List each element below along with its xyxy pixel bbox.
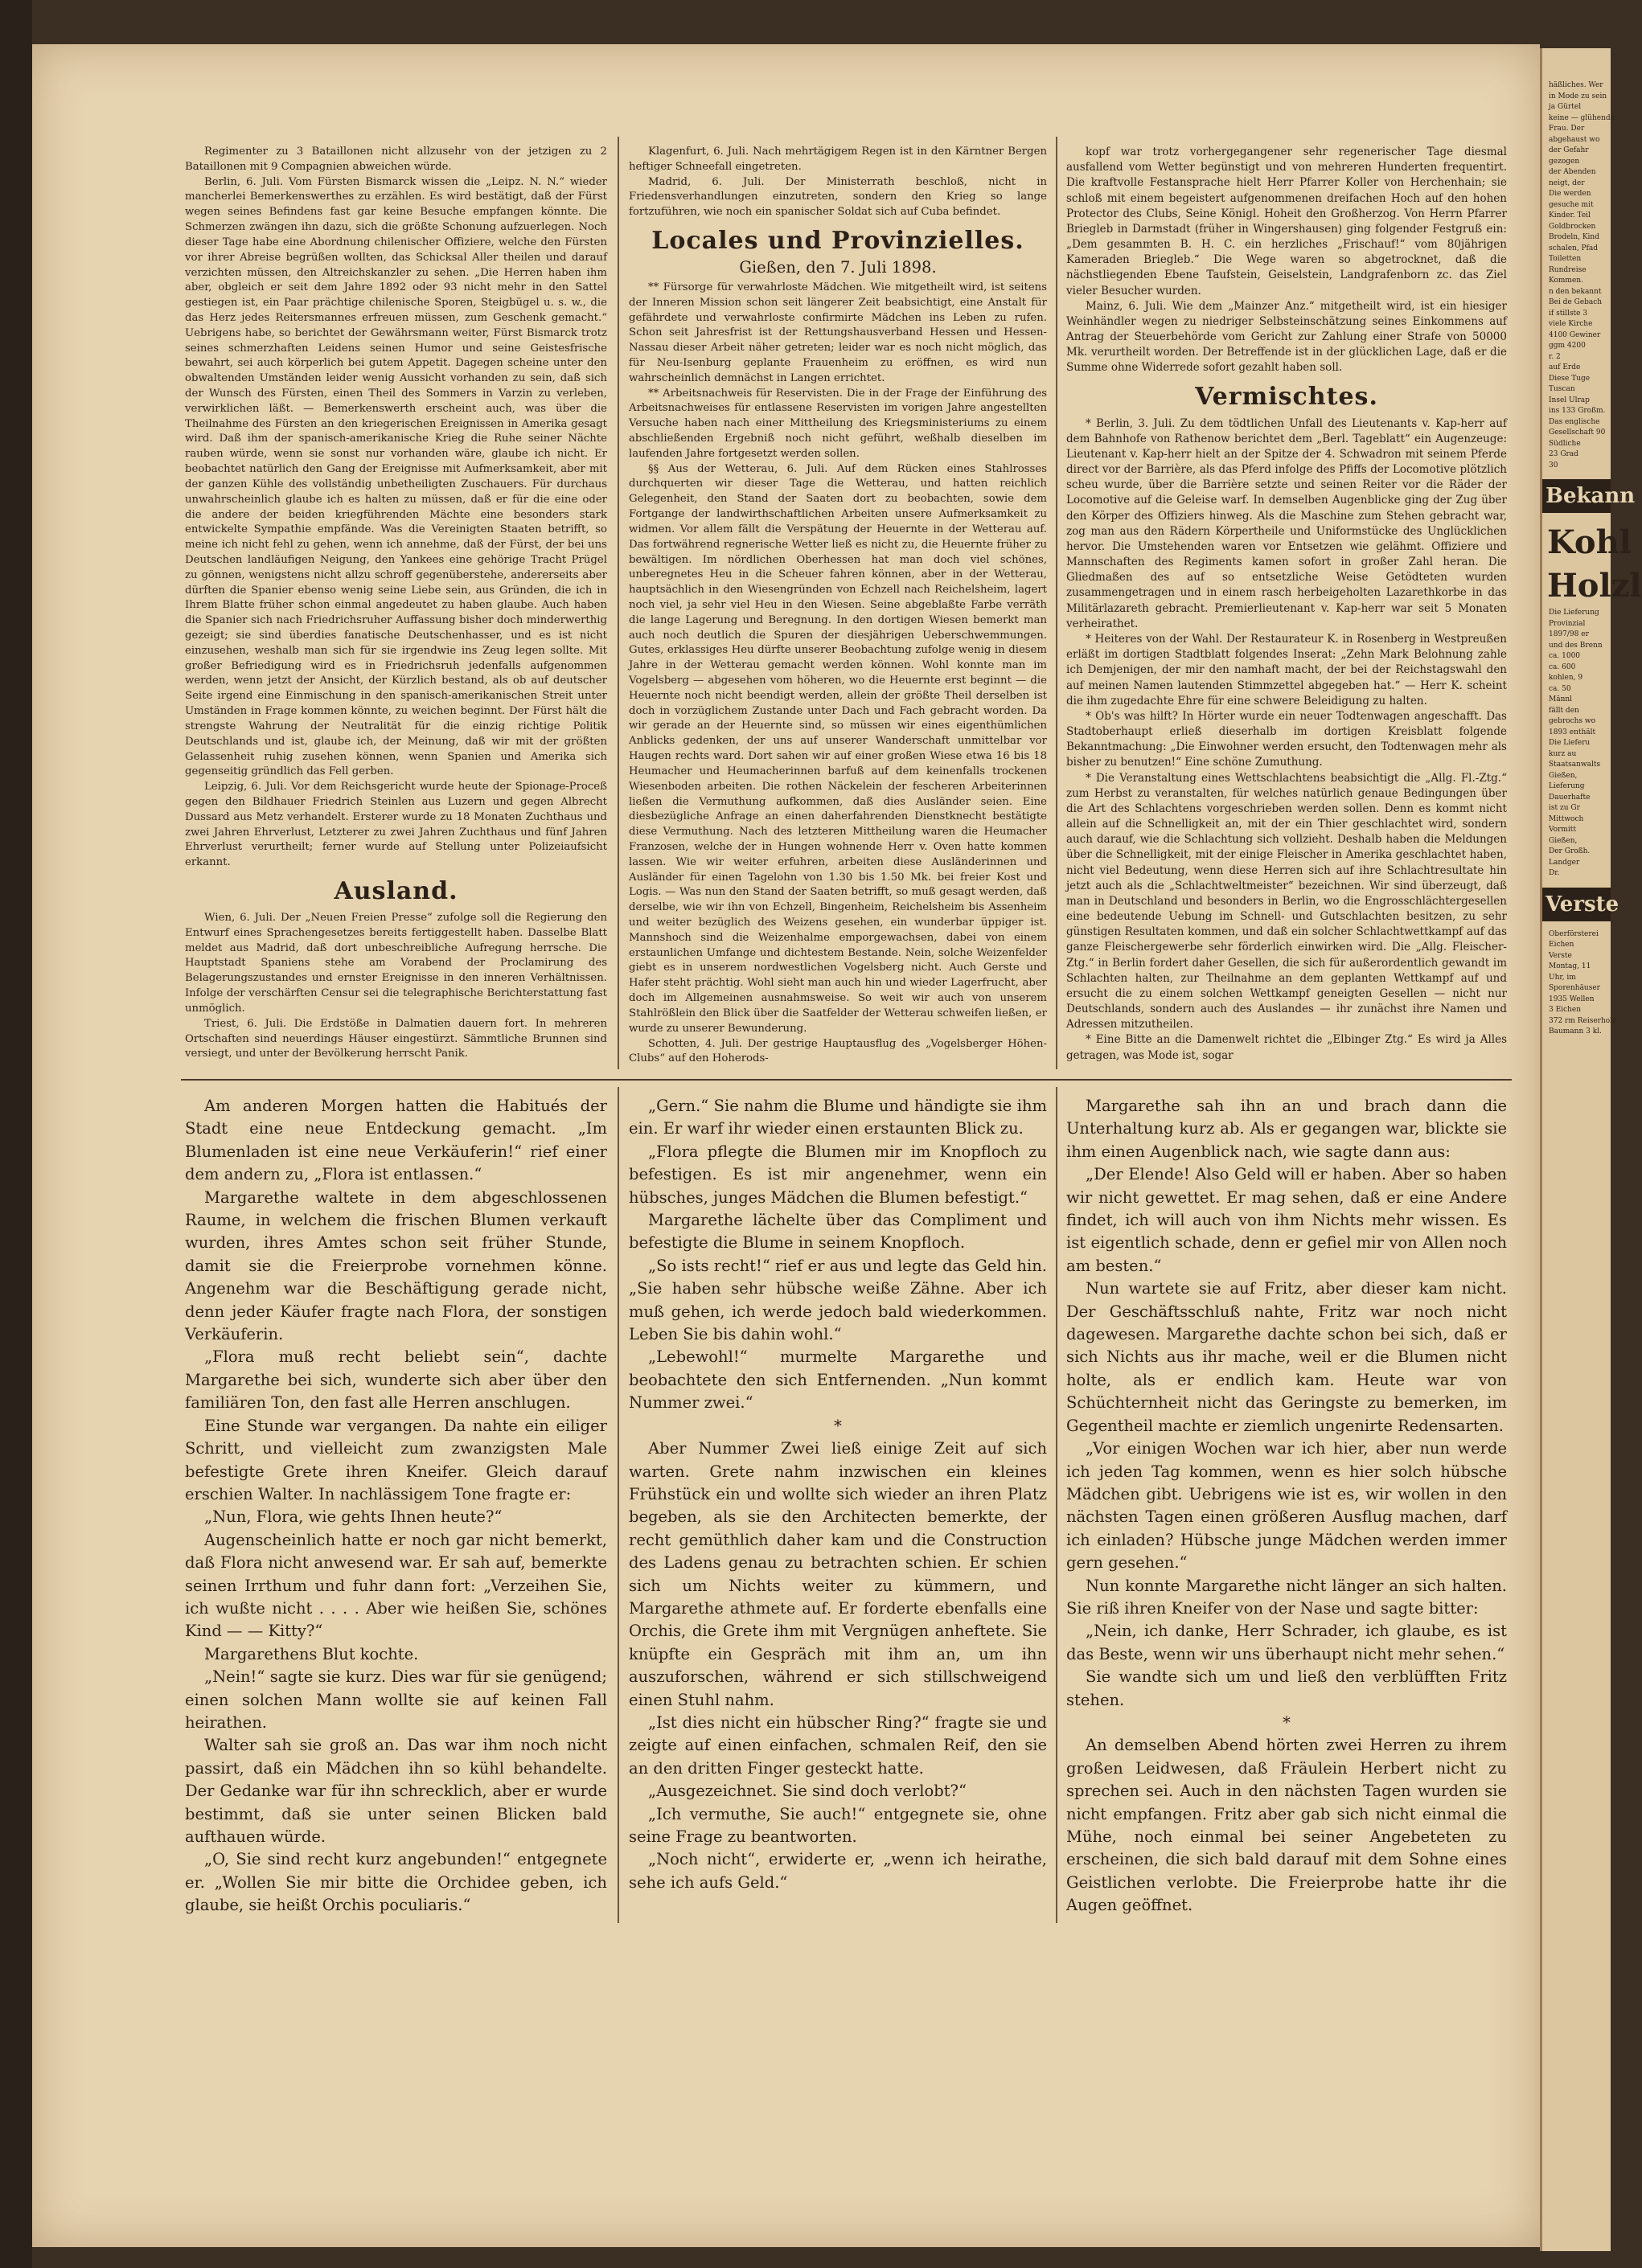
next-page-line: Sporenhäuser <box>1549 984 1600 992</box>
next-page-line: ist zu Gr <box>1549 804 1580 812</box>
next-page-line: der Gefahr <box>1549 146 1589 154</box>
story-paragraph: Margarethe lächelte über das Compliment und befestigte die Blume in seinem Knopfloch. <box>629 1211 1047 1253</box>
article-paragraph: Leipzig, 6. Juli. Vor dem Reichsgericht wurde heute der Spionage-Proceß gegen den Bildhauer Friedrich Steinlen aus Luzern und gegen Albrecht Dussard aus Metz verhandelt. Ersterer wurde zu 18 Monaten Zuchthaus und zwei Jahren Ehrverlust, Letzterer zu zwei Jahren Zuchthaus und fünf Jahren Ehrverlust verurtheilt; ferner wurde auf Stellung unter Polizeiaufsicht erkannt. <box>185 781 607 869</box>
next-page-line: ja Gürtel <box>1549 103 1582 111</box>
next-page-line: Provinzial <box>1549 619 1586 628</box>
next-page-line: schalen, Pfad <box>1549 244 1599 252</box>
story-paragraph: „O, Sie sind recht kurz angebunden!“ entgegnete er. „Wollen Sie mir bitte die Orchidee geben, ich glaube, sie heißt Orchis poculiaris.“ <box>185 1850 607 1915</box>
next-page-line: häßliches. Wer <box>1549 81 1603 89</box>
next-page-line: Goldbrocken <box>1549 222 1596 231</box>
article-paragraph: §§ Aus der Wetterau, 6. Juli. Auf dem Rücken eines Stahlrosses durchquerten wir dieser Tage die Wetterau, und hatten reichlich Gelegenheit, den Stand der Saaten dort zu beobachten, sowie dem Fortgange der landwirthschaftlichen Arbeiten unsere Aufmerksamkeit zu widmen. Vor allem fällt die Verspätung der Heuernte in der Wetterau auf. Das fortwährend regnerische Wetter ließ es nicht zu, die Heuernte früher zu bewältigen. Im nördlichen Oberhessen hat man doch viel schönes, unberegnetes Heu in die Scheuer fahren können, aber in der Wetterau, hauptsächlich in den Wiesengründen von Echzell nach Reichelsheim, lagert noch viel, ja sehr viel Heu in den Wiesen. Seine abgeblaßte Farbe verräth die lange Lagerung und Beregnung. In den dortigen Wiesen bemerkt man auch noch deutlich die Spuren der diesjährigen Ueberschwemmungen. Gutes, erklassiges Heu dürfte unserer Beobachtung zufolge wenig in diesem Jahre in der Wetterau gemacht werden können. Wohl konnte man im Vogelsberg — abgesehen vom höheren, wo die Heuernte erst beginnt — die Heuernte noch nicht beendigt werden, allein der größte Theil derselben ist doch in vorzüglichem Zustande unter Dach und Fach gebracht worden. Da wir gerade an der Heuernte sind, so müssen wir eines eigenthümlichen Anblicks gedenken, der uns auf unserer Wanderschaft unmittelbar vor Haugen rechts ward. Dort sahen wir auf einer großen Wiese etwa 16 bis 18 Heumacher und Heumacherinnen barfuß auf dem keinenfalls trockenen Wiesenboden arbeiten. Die rothen Näckelein der fescheren Arbeiterinnen ließen die Vermuthung aufkommen, daß dies Ausländer seien. Eine diesbezügliche Anfrage an einen daherfahrenden Dienstknecht bestätigte diese Vermuthung. Nach des letzteren Mittheilung waren die Heumacher Franzosen, welche der in Hungen wohnende Herr v. Oven hatte kommen lassen. Wie wir weiter erfuhren, arbeiten diese Ausländerinnen und Ausländer für einen Tagelohn von 1.30 bis 1.50 Mk. bei freier Kost und Logis. — Was nun den Stand der Saaten betrifft, so muß gesagt werden, daß derselbe, wie wir ihn von Echzell, Bingenheim, Reichelsheim bis Assenheim und weiter bezüglich des Weizens gesehen, ein wunderbar üppiger ist. Mannshoch sind die Weizenhalme emporgewachsen, dabei von einem erstaunlichen Umfange und dichtestem Bestande. Nein, solche Weizenfelder giebt es in unserem nordwestlichen Vogelsberg nicht. Auch Gerste und Hafer steht prächtig. Wohl sieht man auch hin und wieder Lagerfrucht, aber doch im Allgemeinen ausnahmsweise. So weit wir auch von unserem Stahlrößlein den Blick über die Saatfelder der Wetterau schweifen ließen, er wurde zu unserer Bewunderung. <box>629 462 1047 1035</box>
story-paragraph: Augenscheinlich hatte er noch gar nicht bemerkt, daß Flora nicht anwesend war. Er sah auf, bemerkte seinen Irrthum und fuhr dann fort: „Verzeihen Sie, ich wußte nicht . . . . Aber wie heißen Sie, schönes Kind — — Kitty?“ <box>185 1530 607 1641</box>
story-paragraph: Walter sah sie groß an. Das war ihm noch nicht passirt, daß ein Mädchen ihn so kühl behandelte. Der Gedanke war für ihn schrecklich, aber er wurde bestimmt, daß sie unter seinen Blicken bald aufthauen würde. <box>185 1736 607 1846</box>
next-page-line: 30 <box>1549 461 1558 470</box>
next-page-line: Verste <box>1549 951 1572 960</box>
dateline: Gießen, den 7. Juli 1898. <box>739 258 937 277</box>
feuilleton-divider <box>181 1079 1512 1081</box>
story-paragraph: Eine Stunde war vergangen. Da nahte ein eiliger Schritt, und vielleicht zum zwanzigsten Male befestigte Grete ihren Kneifer. Gleich darauf erschien Walter. In nachlässigem Tone fragte er: <box>185 1416 607 1503</box>
next-page-line: Gesellschaft 90 <box>1549 429 1606 437</box>
next-page-line: Rundreise <box>1549 265 1587 274</box>
story-paragraph: Nun wartete sie auf Fritz, aber dieser kam nicht. Der Geschäftsschluß nahte, Fritz war noch nicht dagewesen. Margarethe dachte schon bei sich, daß er sich Nichts aus ihr mache, weil er die Blumen nicht holte, als er endlich kam. Heute war von Schüchternheit nicht das Geringste zu bemerken, im Gegentheil machte er ziemlich ungenirte Redensarten. <box>1066 1279 1507 1435</box>
next-page-line: neigt, der <box>1549 178 1585 187</box>
article-paragraph: * Die Veranstaltung eines Wettschlachtens beabsichtigt die „Allg. Fl.-Ztg.“ zum Herbst zu veranstalten, für welches natürlich genaue Bedingungen über die Art des Schlachtens vorgeschrieben werden sollen. Denn es kommt nicht allein auf die Schnelligkeit an, mit der ein Thier geschlachtet wird, sondern auch darauf, wie die Schlachtung sich vollzieht. Deshalb haben die Meldungen über die Schnelligkeit, mit der einige Fleischer in Amerika geschlachtet haben, nicht viel Bedeutung, wenn diese Herren sich auf ihre Schlachtresultate hin jetzt auch als die „Schlachtweltmeister“ bezeichnen. Wir sind überzeugt, daß man in Deutschland und besonders in Berlin, wo die Engrosschlächtergesellen eine bedeutende Uebung im Schnell- und Gutschlachten besitzen, zu sehr günstigen Resultaten kommen, und daß ein solcher Schlachtwettkampf auf das ganze Fleischergewerbe sehr förderlich einwirken wird. Die „Allg. Fleischer-Ztg.“ in Berlin fordert daher Gesellen, die sich für außerordentlich gewandt im Schlachten halten, zur Theilnahme an dem geplanten Wettkampf auf und ersucht die zu einem solchen Wettkampf geneigten Gesellen — nicht nur Deutschlands, sondern auch des Auslandes — ihr zunächst ihre Namen und Adressen mitzutheilen. <box>1066 771 1507 1031</box>
next-page-line: gesuche mit <box>1549 200 1594 209</box>
next-page-line: ca. 600 <box>1549 662 1576 671</box>
article-paragraph: Mainz, 6. Juli. Wie dem „Mainzer Anz.“ mitgetheilt wird, ist ein hiesiger Weinhändler wegen zu niedriger Selbsteinschätzung seines Einkommens auf Antrag der Steuerbehörde vom Gericht zur Zahlung einer Strafe von 50000 Mk. verurtheilt worden. Der Betreffende ist in der glücklichen Lage, daß er die Summe ohne Widerrede sofort gezahlt haben soll. <box>1066 299 1507 375</box>
article-paragraph: * Eine Bitte an die Damenwelt richtet die „Elbinger Ztg.“ Es wird ja Alles getragen, was Mode ist, sogar <box>1066 1033 1507 1062</box>
next-page-line: 23 Grad <box>1549 450 1578 458</box>
next-page-line: Kommen. <box>1549 277 1583 285</box>
feuilleton-rule-1 <box>618 1087 619 1923</box>
section-heading-vermischtes: Vermischtes. <box>1195 382 1378 411</box>
next-page-line: der Abenden <box>1549 168 1596 176</box>
story-paragraph: Am anderen Morgen hatten die Habitués der Stadt eine neue Entdeckung gemacht. „Im Blumenladen ist eine neue Verkäuferin!“ rief einer dem andern zu, „Flora ist entlassen.“ <box>185 1097 607 1184</box>
story-paragraph: Aber Nummer Zwei ließ einige Zeit auf sich warten. Grete nahm inzwischen ein kleines Frühstück ein und wollte sich wieder an ihren Platz begeben, als sie den Architecten bemerkte, der recht gemüthlich daher kam und die Construction des Ladens genau zu betrachten schien. Er schien sich um Nichts weiter zu kümmern, und Margarethe athmete auf. Er forderte ebenfalls eine Orchis, die Grete ihm mit Vergnügen anheftete. Sie knüpfte ein Gespräch mit ihm an, um ihn auszuforschen, während er sich stillschweigend einen Stuhl nahm. <box>629 1439 1047 1709</box>
section-heading-ausland: Ausland. <box>334 877 458 905</box>
article-paragraph: Berlin, 6. Juli. Vom Fürsten Bismarck wissen die „Leipz. N. N.“ wieder mancherlei Bemerkenswerthes zu erzählen. Es wird bestätigt, daß der Fürst wegen seines Befindens fast gar keine Besuche empfangen könnte. Die Schmerzen zwängen ihn dazu, sich die größte Schonung aufzuerlegen. Noch dieser Tage habe eine Abordnung chilenischer Offiziere, welche den Fürsten vor ihrer Abreise begrüßen wollten, das Schicksal Aller theilen und darauf verzichten müssen, den Altreichskanzler zu sehen. „Die Herren haben ihm aber, obgleich er seit dem Jahre 1892 oder 93 nicht mehr in den Sattel gestiegen ist, ein Paar prächtige chilenische Sporen, Steigbügel u. s. w., die das Herz jedes Reitersmannes erfreuen müssen, zum Geschenk gemacht.“ Uebrigens habe, so berichtet der Gewährsmann weiter, Fürst Bismarck trotz seines schmerzhaften Leidens seinen Humor und seine Geistesfrische bewahrt, sei auch körperlich bei gutem Appetit. Dagegen scheine unter den obwaltenden Umständen leider wenig Aussicht vorhanden zu sein, daß sich der Wunsch des Fürsten, einen Theil des Sommers in Varzin zu verleben, verwirklichen läßt. — Bemerkenswerth erscheint auch, was über die Theilnahme des Fürsten an den kriegerischen Ereignissen in Amerika gesagt wird. Daß ihm der spanisch-amerikanische Krieg die Ruhe seiner Nächte rauben würde, wenn sie sonst nur vorhanden wäre, glaube ich nicht. Er beobachtet natürlich den Gang der Ereignisse mit Aufmerksamkeit, aber mit der ganzen Kühle des vollständig unbetheiligten Zuschauers. Für durchaus unwahrscheinlich glaube ich es halten zu müssen, daß er für die eine oder die andere der beiden kriegführenden Mächte eine besonders stark entwickelte Sympathie empfände. Was die Vereinigten Staaten betrifft, so meine ich nicht fehl zu gehen, wenn ich annehme, daß der Fürst, der bei uns Deutschen landläufigen Neigung, den Yankees eine gehörige Tracht Prügel zu gönnen, wenigstens nicht allzu schroff gegenüberstehe, andererseits aber dürften die Spanier ebenso wenig seine Liebe sein, aus Gründen, die ich in Ihrem Blatte früher schon einmal angedeutet zu haben glaube. Auch haben die Spanier sich nach Friedrichsruher Auffassung bisher doch minderwerthig gezeigt; sie sind überdies fanatische Deutschenhasser, und es ist nicht einzusehen, weshalb man sich für sie irgendwie ins Zeug legen sollte. Mit großer Befriedigung wird es in Friedrichsruh jedenfalls aufgenommen werden, wenn jetzt der Ansicht, der Kürzlich bestand, als ob auf deutscher Seite irgend eine Einmischung in den spanisch-amerikanischen Streit unter Umständen in Frage kommen könnte, zu weichen beginnt. Der Fürst hält die strengste Wahrung der Neutralität für die einzig richtige Politik Deutschlands und ist, glaube ich, der Meinung, daß wir mit der größten Gelassenheit ruhig zusehen können, wenn Spanien und Amerika sich gegenseitig gründlich das Fell gerben. <box>185 175 607 778</box>
story-paragraph: „So ists recht!“ rief er aus und legte das Geld hin. „Sie haben sehr hübsche weiße Zähne. Aber ich muß gehen, ich werde jedoch bald wiederkommen. Leben Sie bis dahin wohl.“ <box>629 1256 1047 1344</box>
next-page-line: Brodeln, Kind <box>1549 233 1599 241</box>
next-page-line: Baumann 3 kl. <box>1549 1027 1602 1036</box>
story-paragraph: „Ich vermuthe, Sie auch!“ entgegnete sie, ohne seine Frage zu beantworten. <box>629 1804 1047 1846</box>
next-page-line: viele Kirche <box>1549 320 1593 328</box>
next-page-line: r. 2 <box>1549 352 1561 361</box>
story-paragraph: „Flora pflegte die Blumen mir im Knopfloch zu befestigen. Es ist mir angenehmer, wenn ein hübsches, junges Mädchen die Blumen befestigt.“ <box>629 1142 1047 1207</box>
story-paragraph: „Ausgezeichnet. Sie sind doch verlobt?“ <box>648 1782 967 1801</box>
next-page-line: 1935 Wellen <box>1549 995 1595 1003</box>
story-paragraph: „Der Elende! Also Geld will er haben. Aber so haben wir nicht gewettet. Er mag sehen, daß er eine Andere findet, ich will auch von ihm Nichts mehr wissen. Es ist eigentlich schade, denn er gefiel mir von Allen noch am besten.“ <box>1066 1165 1507 1275</box>
article-paragraph: ** Arbeitsnachweis für Reservisten. Die in der Frage der Einführung des Arbeitsnachweises für entlassene Reservisten im vorigen Jahre angestellten Versuche haben nach einer Mittheilung des Kriegsministeriums zu einem abschließenden Ergebniß noch nicht geführt, weßhalb dieselben im laufenden Jahre fortgesetzt werden sollen. <box>629 387 1047 460</box>
next-page-line: Männl <box>1549 695 1573 703</box>
article-paragraph: Schotten, 4. Juli. Der gestrige Hauptausflug des „Vogelsberger Höhen-Clubs“ auf den Hoherods- <box>629 1037 1047 1065</box>
next-page-line: Bei de Gebach <box>1549 298 1603 306</box>
spacer <box>1542 48 1611 80</box>
next-page-line: Die werden <box>1549 190 1591 198</box>
next-page-line: Insel Ulrap <box>1549 396 1590 404</box>
story-paragraph: „Flora muß recht beliebt sein“, dachte Margarethe bei sich, wunderte sich aber über den familiären Ton, den fast alle Herren anschlugen. <box>185 1347 607 1413</box>
next-page-line: Vormitt <box>1549 826 1577 834</box>
next-page-line: Toiletten <box>1549 255 1582 263</box>
story-paragraph: Margarethe sah ihn an und brach dann die Unterhaltung kurz ab. Als er gegangen war, blickte sie ihm einen Augenblick nach, wie sagte dann aus: <box>1066 1097 1507 1161</box>
feuilleton-column-1 <box>185 1095 607 1917</box>
next-page-line: Gießen, <box>1549 771 1578 780</box>
feuilleton-rule-2 <box>1056 1087 1057 1923</box>
article-paragraph: ** Fürsorge für verwahrloste Mädchen. Wie mitgetheilt wird, ist seitens der Inneren Mission schon seit längerer Zeit beabsichtigt, eine Anstalt für gefährdete und verwahrloste confirmirte Mädchen ins Leben zu rufen. Schon seit Jahresfrist ist der Rettungshausverband Hessen und Hessen-Nassau dieser Arbeit näher getreten; leider war es noch nicht möglich, das für Neu-Isenburg geplante Frauenheim zu eröffnen, es wird nun wahrscheinlich demnächst in Langen errichtet. <box>629 281 1047 384</box>
next-page-line: 1897/98 er <box>1549 630 1589 638</box>
next-page-line: kurz au <box>1549 749 1577 758</box>
next-page-line: auf Erde <box>1549 363 1581 371</box>
next-page-line: 4100 Gewiner <box>1549 330 1601 339</box>
next-page-announcement-box: Bekann <box>1542 479 1611 513</box>
next-page-line: Kinder. Teil <box>1549 211 1591 219</box>
story-paragraph: „Nein, ich danke, Herr Schrader, ich glaube, es ist das Beste, wenn wir uns überhaupt nicht mehr sehen.“ <box>1066 1622 1507 1663</box>
story-paragraph: An demselben Abend hörten zwei Herren zu ihrem großen Leidwesen, daß Fräulein Herbert nicht zu sprechen sei. Auch in den nächsten Tagen wurden sie nicht empfangen. Fritz aber gab sich nicht einmal die Mühe, noch einmal bei seiner Angebeteten zu erscheinen, die sich bald darauf mit dem Sohne eines Geistlichen verlobte. Die Freierprobe hatte ihr die Augen geöffnet. <box>1066 1736 1507 1915</box>
next-page-line: Die Lieferu <box>1549 739 1591 747</box>
next-page-line: if stillste 3 <box>1549 309 1588 318</box>
next-page-line: Landger <box>1549 858 1580 867</box>
article-paragraph: kopf war trotz vorhergegangener sehr regenerischer Tage diesmal ausfallend vom Wetter begünstigt und von mehreren Hunderten frequentirt. Die kraftvolle Festansprache hielt Herr Pfarrer Koller von Herchenhain; sie schloß mit einem begeistert aufgenommenen dreifachen Hoch auf den hohen Protector des Clubs, Seine Königl. Hoheit den Großherzog. Von Herrn Pfarrer Briegleb in Darmstadt (früher in Wingershausen) ging folgender Festgruß ein: „Dem gesammten B. H. C. ein herzliches „Frischauf!“ vom 80jährigen Kameraden Briegleb.“ Die Wege waren so abgetrocknet, daß die nächstliegenden Ebene Taufstein, Geiselstein, Landgrafenborn zc. das Ziel vieler Besucher wurden. <box>1066 146 1507 297</box>
next-page-line: n den bekannt <box>1549 287 1602 296</box>
article-paragraph: Madrid, 6. Juli. Der Ministerrath beschloß, nicht in Friedensverhandlungen einzutreten, sondern den Krieg so lange fortzuführen, wie noch ein spanischer Soldat sich auf Cuba befindet. <box>629 175 1047 219</box>
adjacent-page-strip <box>1540 48 1642 2251</box>
next-page-line: gezogen <box>1549 157 1580 166</box>
next-page-line: und des Brenn <box>1549 641 1603 650</box>
next-page-line: ins 133 Großm. <box>1549 407 1606 415</box>
article-paragraph: Klagenfurt, 6. Juli. Nach mehrtägigem Regen ist in den Kärntner Bergen heftiger Schneefall eingetreten. <box>629 146 1047 173</box>
article-paragraph: Regimenter zu 3 Bataillonen nicht allzusehr von der jetzigen zu 2 Bataillonen mit 9 Compagnien abweichen würde. <box>185 146 607 173</box>
column-2 <box>629 145 1047 1067</box>
feuilleton-column-3 <box>1066 1095 1507 1917</box>
next-page-line: Das englische <box>1549 417 1600 426</box>
next-page-line: Dr. <box>1549 869 1560 877</box>
column-1 <box>185 145 607 1062</box>
feuilleton-column-2 <box>629 1095 1047 1894</box>
story-paragraph: Nun konnte Margarethe nicht länger an sich halten. Sie riß ihren Kneifer von der Nase und sagte bitter: <box>1066 1576 1507 1618</box>
next-page-line: abgehaust wo <box>1549 135 1600 144</box>
story-paragraph: „Lebewohl!“ murmelte Margarethe und beobachtete den sich Entfernenden. „Nun kommt Nummer zwei.“ <box>629 1347 1047 1413</box>
next-page-line: 3 Eichen <box>1549 1006 1581 1014</box>
next-page-line: 1893 enthält <box>1549 728 1596 736</box>
next-page-line: Uhr, im <box>1549 973 1576 982</box>
next-page-line: Eichen <box>1549 941 1574 949</box>
article-paragraph: * Berlin, 3. Juli. Zu dem tödtlichen Unfall des Lieutenants v. Kap-herr auf dem Bahnhofe von Rathenow berichtet dem „Berl. Tageblatt“ ein Augenzeuge: Lieutenant v. Kap-herr hielt an der Spitze der 4. Schwadron mit seinem Pferde direct vor der Barrière, als das Pferd infolge des Pfiffs der Locomotive plötzlich scheu wurde, über die Barrière setzte und seinen Reiter vor die Räder der Locomotive auf die Geleise warf. In demselben Augenblicke ging der Zug über den Körper des Offiziers hinweg. Als die Maschine zum Stehen gebracht war, zog man aus den Rädern Körpertheile und Uniformstücke des Unglücklichen hervor. Die Umstehenden waren vor Entsetzen wie gelähmt. Offiziere und Mannschaften des Regiments kamen sofort in großer Zahl heran. Die Gliedmaßen des auf so entsetzliche Weise Getödteten wurden zusammengetragen und in einem rasch herbeigeholten Lazarethkorbe in das Militärlazareth gebracht. Premierlieutenant v. Kap-herr war seit 5 Monaten verheirathet. <box>1066 416 1507 630</box>
next-page-headline: Kohl <box>1547 523 1632 561</box>
next-page-line: Gießen, <box>1549 836 1578 845</box>
story-paragraph: Margarethens Blut kochte. <box>204 1644 419 1663</box>
story-paragraph: „Noch nicht“, erwiderte er, „wenn ich heirathe, sehe ich aufs Geld.“ <box>629 1850 1047 1892</box>
next-page-line: ca. 50 <box>1549 684 1571 693</box>
story-paragraph: „Vor einigen Wochen war ich hier, aber nun werde ich jeden Tag kommen, wenn es hier solch hübsche Mädchen gibt. Uebrigens wie ist es, wir wollen in den nächsten Tagen einen größeren Ausflug machen, darf ich einladen? Hübsche junge Mädchen werden immer gern gesehen.“ <box>1066 1439 1507 1573</box>
story-paragraph: „Ist dies nicht ein hübscher Ring?“ fragte sie und zeigte auf einen einfachen, schmalen Reif, den sie an den dritten Finger gesteckt hatte. <box>629 1712 1047 1778</box>
next-page-line: Der Großh. <box>1549 847 1591 855</box>
next-page-line: Mittwoch <box>1549 814 1584 823</box>
story-paragraph: „Gern.“ Sie nahm die Blume und händigte sie ihm ein. Er warf ihr wieder einen erstaunten Blick zu. <box>629 1097 1047 1138</box>
column-rule-2 <box>1056 137 1057 1069</box>
next-page-line: fällt den <box>1549 706 1579 715</box>
book-binding <box>0 0 32 2268</box>
article-paragraph: Wien, 6. Juli. Der „Neuen Freien Presse“ zufolge soll die Regierung den Entwurf eines Sprachengesetzes bereits fertiggestellt haben. Dasselbe Blatt meldet aus Madrid, daß dort unbeschreibliche Aufregung herrsche. Die Hauptstadt Spaniens stehe am Vorabend der Proclamirung des Belagerungszustandes und ernster Ereignisse in den inneren Verhältnissen. Infolge der verschärften Censur sei die telegraphische Berichterstattung fast unmöglich. <box>185 912 607 1015</box>
next-page-line: in Mode zu sein <box>1549 92 1607 100</box>
next-page-line: Die Lieferung <box>1549 609 1599 617</box>
next-page-line: Tuscan <box>1549 385 1575 393</box>
story-paragraph: Sie wandte sich um und ließ den verblüfften Fritz stehen. <box>1066 1667 1507 1709</box>
next-page-line: keine — glühende <box>1549 113 1615 122</box>
column-3 <box>1066 145 1507 1064</box>
column-rule-1 <box>618 137 619 1069</box>
next-page-line: kohlen, 9 <box>1549 674 1583 682</box>
story-paragraph: * <box>834 1416 842 1435</box>
next-page-line: ggm 4200 <box>1549 342 1586 350</box>
next-page-line: Montag, 11 <box>1549 962 1591 970</box>
story-paragraph: „Nein!“ sagte sie kurz. Dies war für sie genügend; einen solchen Mann wollte sie auf keinen Fall heirathen. <box>185 1667 607 1732</box>
article-paragraph: Triest, 6. Juli. Die Erdstöße in Dalmatien dauern fort. In mehreren Ortschaften sind neuerdings Häuser eingestürzt. Sämmtliche Brunnen sind versiegt, und unter der Bevölkerung herrscht Panik. <box>185 1017 607 1060</box>
article-paragraph: * Heiteres von der Wahl. Der Restaurateur K. in Rosenberg in Westpreußen erläßt im dortigen Stadtblatt folgendes Inserat: „Zehn Mark Belohnung zahle ich Demjenigen, der mir den namhaft macht, der bei der Reichstagswahl den auf meinen Namen lautenden Stimmzettel abgegeben hat.“ — Herr K. scheint die ihm zugedachte Ehre für eine schwere Beleidigung zu halten. <box>1066 632 1507 707</box>
next-page-line: Frau. Der <box>1549 125 1585 133</box>
next-page-line: Oberförsterei <box>1549 929 1599 938</box>
next-page-announcement-box: Verste <box>1542 888 1611 921</box>
next-page-line: Staatsanwalts <box>1549 761 1601 769</box>
article-paragraph: * Ob's was hilft? In Hörter wurde ein neuer Todtenwagen angeschafft. Das Stadtoberhaupt erließ dieserhalb im dortigen Kreisblatt folgende Bekanntmachung: „Die Einwohner werden ersucht, den Todtenwagen mehr als bisher zu benutzen!“ Eine schöne Zumuthung. <box>1066 709 1507 769</box>
story-paragraph: * <box>1283 1712 1291 1732</box>
next-page-line: Dauerhafte <box>1549 793 1591 802</box>
section-heading-locales: Locales und Provinzielles. <box>651 227 1024 256</box>
next-page-line: 372 rm Reiserholz <box>1549 1016 1616 1025</box>
next-page-line: Südliche <box>1549 439 1581 448</box>
next-page-line: ca. 1000 <box>1549 652 1581 660</box>
next-page-line: Diese Tuge <box>1549 374 1591 383</box>
next-page-headline: Holzl <box>1547 567 1642 605</box>
story-paragraph: Margarethe waltete in dem abgeschlossenen Raume, in welchem die frischen Blumen verkauft wurden, ihres Amtes schon seit früher Stunde, damit sie die Freierprobe vornehmen könne. Angenehm war die Beschäftigung gerade nicht, denn jeder Käufer fragte nach Flora, der sonstigen Verkäuferin. <box>185 1187 607 1344</box>
next-page-line: Lieferung <box>1549 782 1585 790</box>
next-page-line: gebrochs wo <box>1549 717 1596 725</box>
story-paragraph: „Nun, Flora, wie gehts Ihnen heute?“ <box>204 1507 503 1527</box>
